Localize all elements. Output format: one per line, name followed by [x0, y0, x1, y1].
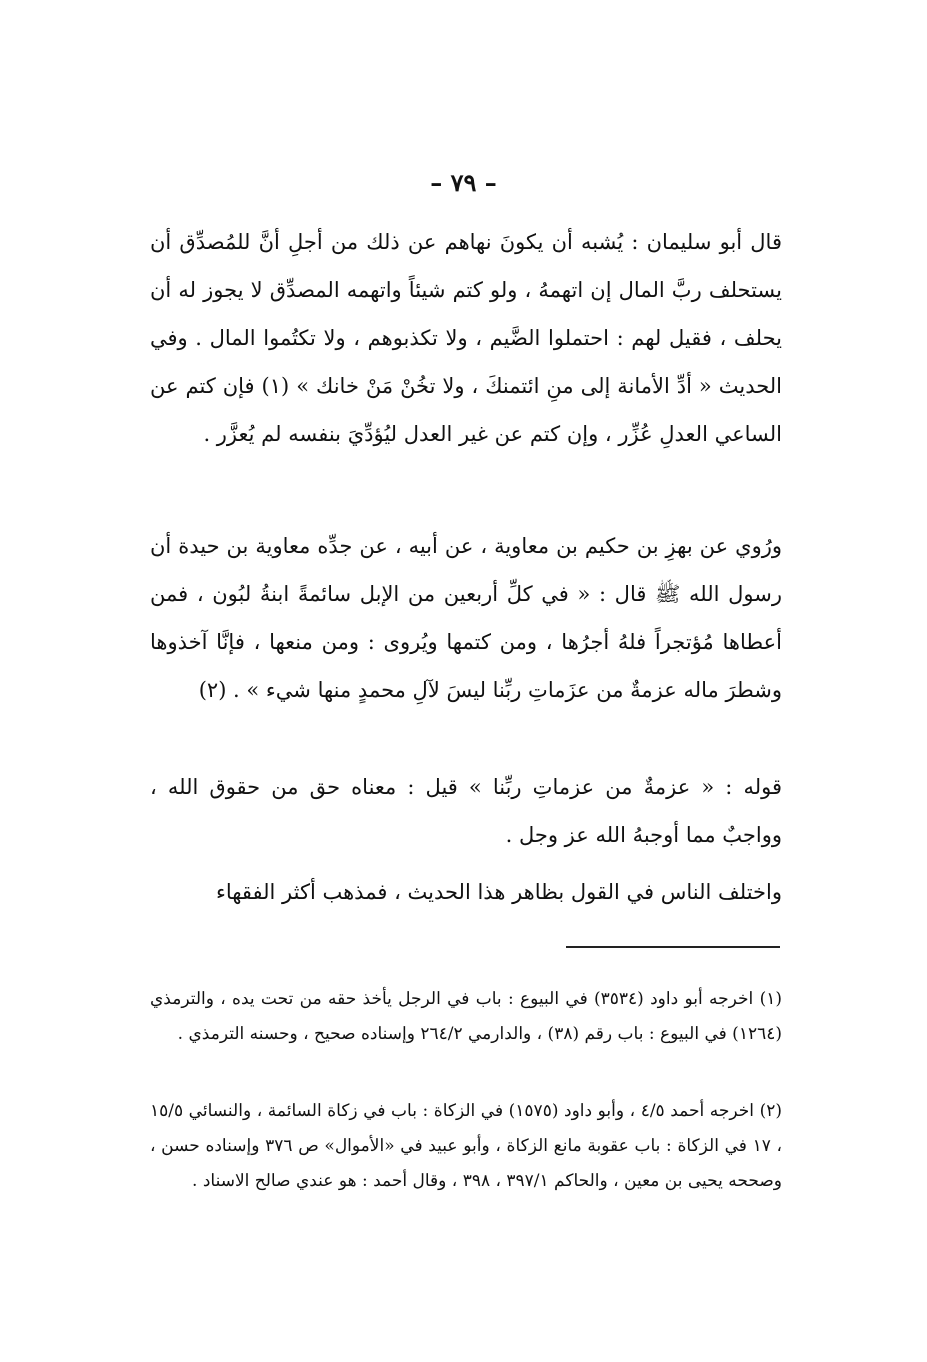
footnote: (١) اخرجه أبو داود (٣٥٣٤) في البيوع : باب في الرجل يأخذ حقه من تحت يده ، والترمذي (١٢٦٤) في البيوع : باب رقم (٣٨) ، والدارمي ٢٦٤/٢ وإسناده صحيح ، وحسنه الترمذي .	[150, 989, 782, 1044]
body-paragraph: واختلف الناس في القول بظاهر هذا الحديث ، فمذهب أكثر الفقهاء	[215, 880, 782, 904]
body-paragraph: قوله : « عزمةٌ من عزماتِ ربِّنا » قيل : معناه حق من حقوق الله ، وواجبٌ مما أوجبهُ الله عز وجل .	[150, 775, 782, 847]
page-number: – ٧٩ –	[430, 168, 497, 197]
body-paragraph: ورُوي عن بهزِ بن حكيم بن معاوية ، عن أبيه ، عن جدِّه معاوية بن حيدة أن رسول الله ﷺ قال : « في كلِّ أربعين من الإبل سائمةً ابنةُ لبُون ، فمن أعطاها مُؤتجراً فلهُ أجرُها ، ومن كتمها ويُروى : ومن منعها ، فإنَّا آخذوها وشطرَ ماله عزمةٌ من عزَماتِ ربِّنا ليسَ لآلِ محمدٍ منها شيء » . (٢)	[150, 534, 782, 702]
body-paragraph: قال أبو سليمان : يُشبه أن يكونَ نهاهم عن ذلك من أجلِ أنَّ للمُصدِّق أن يستحلف ربَّ المال إن اتهمهُ ، ولو كتم شيئاً واتهمه المصدِّق لا يجوز له أن يحلف ، فقيل لهم : احتملوا الضَّيم ، ولا تكذبوهم ، ولا تكتُموا المال . وفي الحديث « أدِّ الأمانة إلى منِ ائتمنكَ ، ولا تخُنْ مَنْ خانك » (١) فإن كتم عن الساعي العدلِ عُزِّر ، وإن كتم عن غير العدل ليُؤدِّيَ بنفسه لم يُعزَّر .	[150, 230, 783, 446]
footnote: (٢) اخرجه أحمد ٤/٥ ، وأبو داود (١٥٧٥) في الزكاة : باب في زكاة السائمة ، والنسائي ١٥/٥ ، ١٧ في الزكاة : باب عقوبة مانع الزكاة ، وأبو عبيد في «الأموال» ص ٣٧٦ وإسناده حسن ، وصححه يحيى بن معين ، والحاكم ٣٩٧/١ ، ٣٩٨ ، وقال أحمد : هو عندي صالح الاسناد .	[150, 1101, 783, 1191]
footnote-separator	[566, 946, 780, 948]
